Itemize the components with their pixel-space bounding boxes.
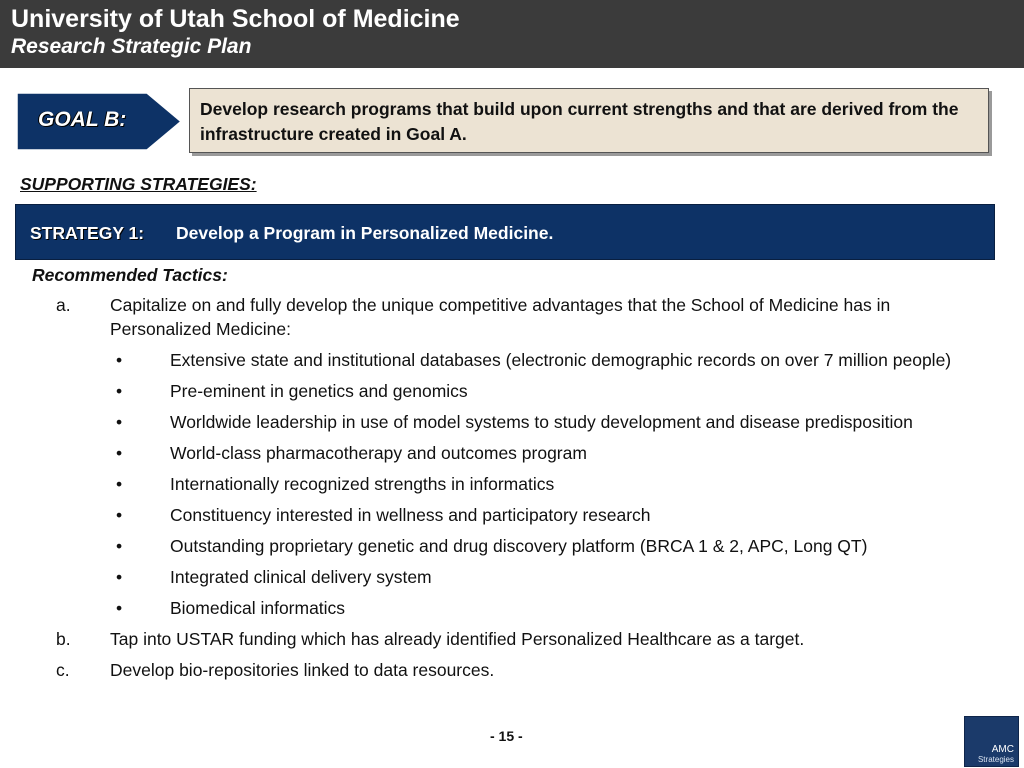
- page-number: - 15 -: [490, 728, 523, 744]
- bullet-icon: •: [116, 598, 123, 618]
- slide-header: [0, 0, 1024, 68]
- bullet-text: World-class pharmacotherapy and outcomes program: [170, 443, 587, 463]
- slide-title: University of Utah School of Medicine: [11, 5, 460, 33]
- tactic-text: Develop bio-repositories linked to data resources.: [110, 660, 495, 680]
- tactic-marker: a.: [56, 295, 71, 315]
- bullet-text: Outstanding proprietary genetic and drug discovery platform (BRCA 1 & 2, APC, Long QT): [170, 536, 868, 556]
- bullet-text: Integrated clinical delivery system: [170, 567, 432, 587]
- tactic-text: Capitalize on and fully develop the unique competitive advantages that the School of Medicine has in Personalized Medicine:: [110, 295, 891, 339]
- bullet-icon: •: [116, 567, 123, 587]
- goal-label: GOAL B:: [38, 108, 127, 131]
- goal-description-box: [189, 88, 989, 153]
- strategy-title: Develop a Program in Personalized Medicine.: [176, 223, 554, 243]
- bullet-text: Biomedical informatics: [170, 598, 346, 618]
- bullet-item: [0, 379, 1024, 403]
- bullet-item: [0, 534, 1024, 558]
- bullet-icon: •: [116, 350, 123, 370]
- tactic-text: Tap into USTAR funding which has already identified Personalized Healthcare as a target.: [110, 629, 805, 649]
- supporting-strategies-heading: SUPPORTING STRATEGIES:: [20, 174, 257, 194]
- bullet-item: [0, 472, 1024, 496]
- bullet-icon: •: [116, 474, 123, 494]
- bullet-text: Constituency interested in wellness and participatory research: [170, 505, 651, 525]
- bullet-item: [0, 503, 1024, 527]
- strategy-banner: [15, 204, 995, 260]
- logo-main-text: AMC: [991, 744, 1014, 755]
- tactic-marker: b.: [56, 629, 71, 649]
- bullet-item: [0, 565, 1024, 589]
- tactic-marker: c.: [56, 660, 70, 680]
- logo-sub-text: Strategies: [977, 755, 1014, 764]
- slide-subtitle: Research Strategic Plan: [11, 35, 252, 58]
- bullet-icon: •: [116, 381, 123, 401]
- bullet-text: Internationally recognized strengths in informatics: [170, 474, 555, 494]
- bullet-item: [0, 348, 1024, 372]
- amc-strategies-logo: [964, 716, 1019, 767]
- bullet-item: [0, 596, 1024, 620]
- bullet-icon: •: [116, 505, 123, 525]
- tactic-item: [0, 293, 1024, 620]
- bullet-text: Extensive state and institutional databases (electronic demographic records on over 7 million people): [170, 350, 952, 370]
- tactic-item: [0, 627, 1024, 651]
- recommended-tactics-heading: Recommended Tactics:: [32, 265, 228, 285]
- goal-description: Develop research programs that build upon current strengths and that are derived from the infrastructure created in Goal A.: [200, 99, 959, 144]
- bullet-text: Worldwide leadership in use of model systems to study development and disease predisposition: [170, 412, 913, 432]
- tactic-item: [0, 658, 1024, 682]
- tactic-bullet-list: [0, 348, 1024, 620]
- strategy-label: STRATEGY 1:: [30, 223, 145, 243]
- bullet-item: [0, 441, 1024, 465]
- bullet-icon: •: [116, 412, 123, 432]
- bullet-icon: •: [116, 536, 123, 556]
- bullet-text: Pre-eminent in genetics and genomics: [170, 381, 468, 401]
- bullet-icon: •: [116, 443, 123, 463]
- bullet-item: [0, 410, 1024, 434]
- tactics-list: [0, 293, 1024, 689]
